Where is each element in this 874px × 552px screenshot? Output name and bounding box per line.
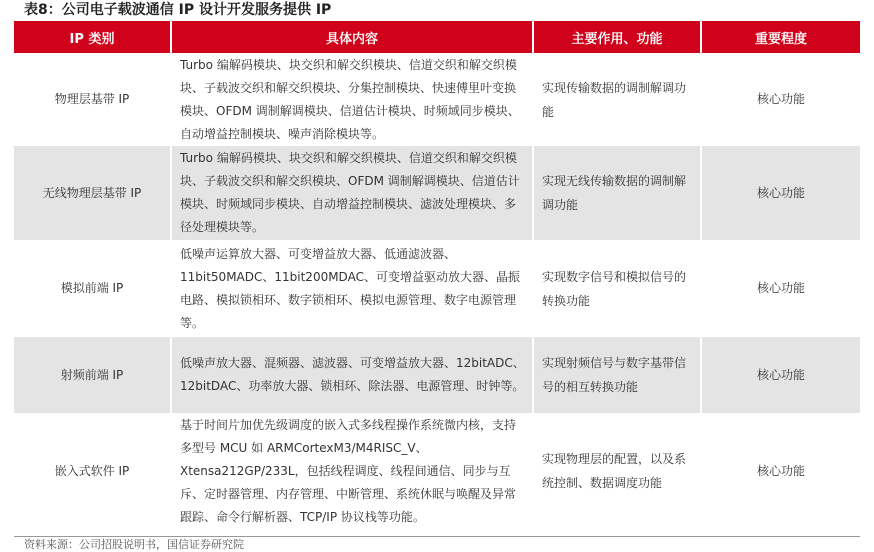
table-row — [14, 413, 860, 529]
table-row — [14, 146, 860, 240]
table-row — [14, 240, 860, 337]
cell-ip-type: 嵌入式软件 IP — [14, 413, 172, 529]
cell-function: 实现物理层的配置，以及系统控制、数据调度功能 — [534, 413, 702, 529]
source-note: 资料来源：公司招股说明书，国信证券研究院 — [24, 538, 244, 551]
cell-ip-type: 物理层基带 IP — [14, 53, 172, 146]
cell-content: 低噪声放大器、混频器、滤波器、可变增益放大器、12bitADC、12bitDAC、功率放大器、锁相环、除法器、电源管理、时钟等。 — [172, 337, 534, 413]
cell-function: 实现射频信号与数字基带信号的相互转换功能 — [534, 337, 702, 413]
header-ip-type: IP 类别 — [14, 21, 172, 53]
cell-ip-type: 无线物理层基带 IP — [14, 146, 172, 240]
cell-content: Turbo 编解码模块、块交织和解交织模块、信道交织和解交织模块、子载波交织和解交织模块、OFDM 调制解调模块、信道估计模块、时频域同步模块、自动增益控制模块、滤波处理模块、多径处理模块等。 — [172, 146, 534, 240]
header-importance: 重要程度 — [702, 21, 860, 53]
ip-table — [14, 21, 860, 529]
table-header-row — [14, 21, 860, 53]
table-row — [14, 53, 860, 146]
table-row — [14, 337, 860, 413]
cell-importance: 核心功能 — [756, 92, 805, 106]
cell-content: Turbo 编解码模块、块交织和解交织模块、信道交织和解交织模块、子载波交织和解交织模块、分集控制模块、快速傅里叶变换模块、OFDM 调制解调模块、信道估计模块、时频域同步模块、自动增益控制模块、噪声消除模块等。 — [172, 53, 534, 146]
cell-ip-type: 模拟前端 IP — [14, 240, 172, 337]
cell-content: 低噪声运算放大器、可变增益放大器、低通滤波器、11bit50MADC、11bit200MDAC、可变增益驱动放大器、晶振电路、模拟锁相环、数字锁相环、模拟电源管理、数字电源管理等。 — [172, 240, 534, 337]
cell-ip-type: 射频前端 IP — [14, 337, 172, 413]
cell-function: 实现无线传输数据的调制解调功能 — [534, 146, 702, 240]
header-function: 主要作用、功能 — [534, 21, 702, 53]
cell-importance: 核心功能 — [756, 463, 805, 478]
header-content: 具体内容 — [172, 21, 534, 53]
cell-function: 实现数字信号和模拟信号的转换功能 — [534, 240, 702, 337]
cell-importance: 核心功能 — [756, 281, 805, 295]
cell-importance: 核心功能 — [702, 337, 860, 413]
cell-content: 基于时间片加优先级调度的嵌入式多线程操作系统微内核，支持多型号 MCU 如 ARMCortexM3/M4RISC_V、Xtensa212GP/233L，包括线程调度、线程间通信、同步与互斥、定时器管理、内存管理、中断管理、系统休眠与唤醒及异常跟踪、命令行解析器、TCP/IP 协议栈等功能。 — [172, 413, 534, 529]
cell-importance: 核心功能 — [702, 146, 860, 240]
bottom-divider — [14, 536, 860, 537]
table-title: 表8：公司电子载波通信 IP 设计开发服务提供 IP — [24, 2, 332, 18]
cell-function: 实现传输数据的调制解调功能 — [534, 53, 702, 146]
